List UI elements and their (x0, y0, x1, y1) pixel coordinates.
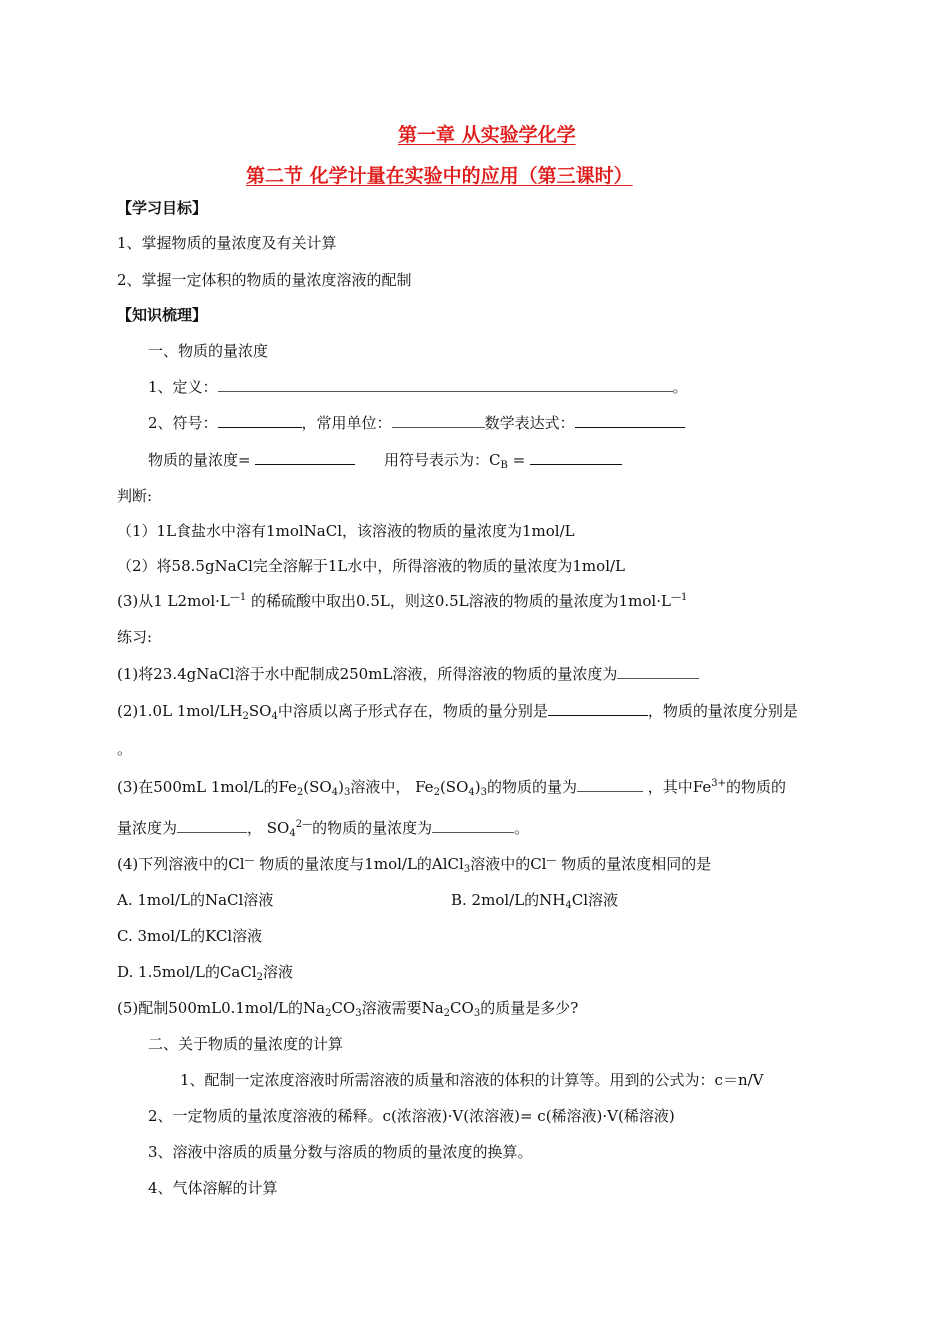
judge-q3-sup: —1 (229, 592, 247, 603)
calc-item-1: 1、配制一定浓度溶液时所需溶液的质量和溶液的体积的计算等。用到的公式为：c＝n/V (180, 1071, 764, 1089)
judge-q2: （2）将58.5gNaCl完全溶解于1L水中，所得溶液的物质的量浓度为1mol/L (117, 557, 626, 575)
subscript: 2 (443, 1008, 451, 1019)
practice-p4-text: 溶液中的Cl (470, 855, 547, 873)
definition-line (148, 377, 688, 397)
practice-p1-blank[interactable] (617, 664, 699, 679)
goals-header: 【学习目标】 (117, 199, 208, 217)
symbol-expression-eq: = (507, 451, 530, 469)
practice-p1 (117, 664, 699, 684)
practice-p5-text: 溶液需要Na (361, 999, 444, 1017)
practice-p3-text: 的物质的 (725, 778, 786, 796)
unit-label: ，常用单位： (301, 414, 392, 432)
subscript: 4 (271, 711, 278, 722)
option-a: A. 1mol/L的NaCl溶液 (117, 891, 274, 909)
subscript: 3 (463, 864, 471, 875)
practice-p3-text: 量浓度为 (117, 819, 178, 837)
formula-label: 物质的量浓度= (148, 451, 251, 469)
subscript: 3 (355, 1008, 362, 1019)
subscript: 4 (289, 828, 296, 839)
practice-header: 练习: (117, 628, 153, 646)
symbol-line (148, 413, 685, 433)
practice-p5 (117, 998, 578, 1018)
superscript: 3+ (711, 778, 726, 789)
practice-p3-text: ，其中Fe (643, 778, 712, 796)
goal-item: 2、掌握一定体积的物质的量浓度溶液的配制 (117, 271, 412, 289)
definition-label: 1、定义： (148, 378, 218, 396)
practice-p5-text: CO (450, 999, 474, 1017)
practice-p3-text: (SO (303, 778, 332, 796)
part2-title: 二、关于物质的量浓度的计算 (148, 1035, 344, 1053)
expression-label: 数学表达式： (484, 414, 575, 432)
section-title: 第二节 化学计量在实验中的应用（第三课时） (246, 165, 633, 187)
practice-p3-text: 的物质的量为 (486, 778, 577, 796)
symbol-label: 2、符号： (148, 414, 218, 432)
judge-q3-text: 的稀硫酸中取出0.5L，则这0.5L溶液的物质的量浓度为1mol·L (246, 592, 671, 610)
subscript: 2 (325, 1008, 332, 1019)
practice-p3-text: 溶液中， Fe (350, 778, 434, 796)
subscript: 4 (331, 787, 339, 798)
judge-q3 (117, 591, 687, 611)
calc-item-2: 2、一定物质的量浓度溶液的稀释。c(浓溶液)·V(浓溶液)= c(稀溶液)·V(稀溶液) (148, 1107, 675, 1125)
practice-p5-text: (5)配制500mL0.1mol/L的Na (117, 999, 326, 1017)
practice-p3 (117, 777, 786, 797)
option-d (117, 962, 293, 982)
practice-p3-text: ， SO (247, 819, 290, 837)
symbol-expression-sub: B (500, 460, 508, 471)
judge-header: 判断: (117, 487, 153, 505)
practice-p4-text: (4)下列溶液中的Cl (117, 855, 245, 873)
subscript: 2 (296, 787, 304, 798)
option-b-text: Cl溶液 (571, 891, 619, 909)
practice-p3-blank-a[interactable] (577, 777, 643, 792)
practice-p4-text: 物质的量浓度相同的是 (556, 855, 712, 873)
practice-p3-text: 。 (514, 819, 530, 837)
judge-q3-text: (3)从1 L2mol·L (117, 592, 230, 610)
symbol-expression-label: 用符号表示为：C (383, 451, 501, 469)
knowledge-header: 【知识梳理】 (117, 306, 208, 324)
calc-item-3: 3、溶液中溶质的质量分数与溶质的物质的量浓度的换算。 (148, 1143, 533, 1161)
subscript: 2 (256, 972, 264, 983)
subscript: 4 (468, 787, 475, 798)
subscript: 4 (565, 900, 572, 911)
practice-p3-text: ) (474, 778, 481, 796)
practice-p5-text: 的质量是多少? (480, 999, 579, 1017)
practice-p3-text: (SO (439, 778, 469, 796)
superscript: — (244, 855, 255, 866)
symbol-blank[interactable] (218, 413, 302, 428)
option-d-text: D. 1.5mol/L的CaCl (117, 963, 257, 981)
subscript: 3 (480, 787, 487, 798)
practice-p4 (117, 854, 711, 874)
definition-blank[interactable] (218, 377, 673, 392)
subscript: 2 (242, 711, 249, 722)
practice-p2-text: 中溶质以离子形式存在，物质的量分别是 (277, 702, 548, 720)
superscript: 2— (295, 819, 313, 830)
part1-title: 一、物质的量浓度 (148, 342, 269, 360)
practice-p2 (117, 701, 798, 721)
option-b-text: B. 2mol/L的NH (451, 891, 566, 909)
practice-p4-text: 物质的量浓度与1mol/L的AlCl (254, 855, 464, 873)
chapter-title: 第一章 从实验学化学 (398, 124, 576, 146)
practice-p2-blank[interactable] (548, 701, 648, 716)
formula-line (148, 450, 622, 470)
practice-p3-text: (3)在500mL 1mol/L的Fe (117, 778, 297, 796)
practice-p3-text: 的物质的量浓度为 (312, 819, 433, 837)
practice-p3-line2 (117, 818, 529, 838)
option-b (451, 890, 618, 910)
practice-p5-text: CO (331, 999, 356, 1017)
judge-q1: （1）1L食盐水中溶有1molNaCl，该溶液的物质的量浓度为1mol/L (117, 522, 575, 540)
symbol-expression-blank[interactable] (530, 450, 622, 465)
practice-p2-text: ，物质的量浓度分别是 (647, 702, 798, 720)
calc-item-4: 4、气体溶解的计算 (148, 1179, 278, 1197)
unit-blank[interactable] (392, 413, 485, 428)
superscript: — (546, 855, 557, 866)
definition-end: 。 (672, 378, 688, 396)
formula-blank[interactable] (255, 450, 355, 465)
practice-p2-end: 。 (117, 740, 133, 758)
practice-p3-blank-c[interactable] (432, 818, 514, 833)
expression-blank[interactable] (575, 413, 685, 428)
practice-p2-text: (2)1.0L 1mol/LH (117, 702, 243, 720)
goal-item: 1、掌握物质的量浓度及有关计算 (117, 234, 337, 252)
subscript: 3 (343, 787, 351, 798)
practice-p2-text: SO (248, 702, 272, 720)
practice-p3-blank-b[interactable] (177, 818, 247, 833)
practice-p1-text: (1)将23.4gNaCl溶于水中配制成250mL溶液，所得溶液的物质的量浓度为 (117, 665, 618, 683)
option-d-text: 溶液 (263, 963, 294, 981)
option-c: C. 3mol/L的KCl溶液 (117, 927, 263, 945)
practice-p3-text: ) (338, 778, 344, 796)
subscript: 3 (473, 1008, 481, 1019)
judge-q3-sup: —1 (670, 592, 688, 603)
subscript: 2 (433, 787, 440, 798)
